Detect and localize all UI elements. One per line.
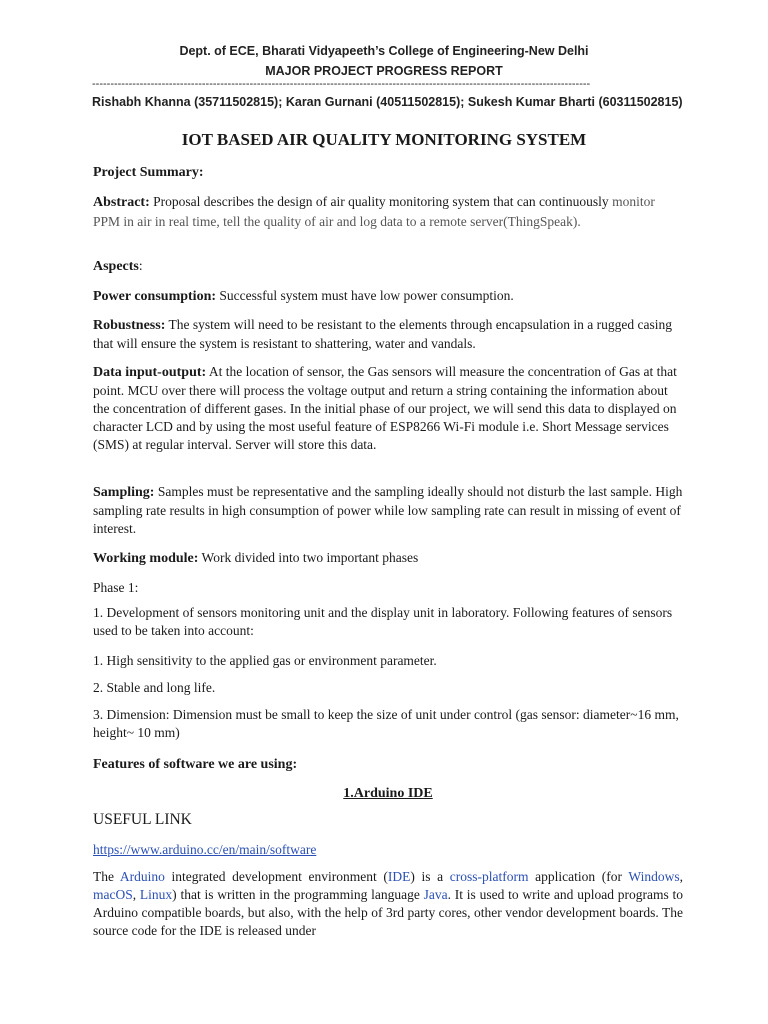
power-label: Power consumption: (93, 289, 217, 304)
cross-platform-link[interactable]: cross-platform (449, 869, 529, 884)
desc-text-6: . It is used to write and upload programs to Arduino compatible boards, but also, with the help of 3rd party cores, other vendor development boards. The source code for the IDE is released under (93, 887, 683, 938)
robustness-paragraph (93, 316, 683, 353)
report-type: MAJOR PROJECT PROGRESS REPORT (265, 64, 503, 78)
project-summary-label: Project Summary: (93, 165, 204, 180)
desc-text-5: ) that is written in the programming language (172, 887, 424, 902)
desc-comma-2: , (132, 887, 140, 902)
robustness-label: Robustness: (93, 318, 166, 333)
arduino-link-line (93, 841, 683, 859)
working-module-text: Work divided into two important phases (198, 550, 419, 565)
feature-item-2: 2. Stable and long life. (93, 680, 216, 695)
phase-1-label: Phase 1: (93, 580, 139, 595)
desc-text-2: integrated development environment ( (164, 869, 388, 884)
power-text: Successful system must have low power consumption. (216, 288, 514, 303)
power-paragraph (93, 287, 683, 306)
arduino-heading (93, 784, 683, 803)
software-heading-label: Features of software we are using: (93, 757, 298, 772)
desc-comma-1: , (679, 869, 683, 884)
linux-link[interactable]: Linux (139, 887, 173, 902)
java-link[interactable]: Java (423, 887, 448, 902)
data-io-label: Data input-output: (93, 365, 207, 380)
project-summary-heading (93, 163, 683, 182)
working-module-paragraph (93, 549, 683, 568)
development-paragraph: 1. Development of sensors monitoring unit and the display unit in laboratory. Following features of sensors used to be taken into account: (93, 605, 673, 638)
windows-link[interactable]: Windows (628, 869, 680, 884)
useful-link-heading: USEFUL LINK (93, 811, 192, 828)
arduino-link[interactable]: Arduino (119, 869, 165, 884)
authors-line: Rishabh Khanna (35711502815); Karan Gurnani (40511502815); Sukesh Kumar Bharti (60311502815) (92, 95, 683, 109)
abstract-label: Abstract: (93, 195, 150, 210)
macos-link[interactable]: macOS (93, 887, 133, 902)
software-heading (93, 755, 683, 774)
feature-item-3: 3. Dimension: Dimension must be small to keep the size of unit under control (gas sensor: diameter~16 mm, height~ 10 mm) (93, 707, 679, 740)
aspects-heading (93, 257, 683, 276)
sampling-paragraph (93, 483, 683, 538)
arduino-heading-label: 1.Arduino IDE (343, 786, 433, 801)
desc-text-1: The (93, 869, 120, 884)
feature-item-1: 1. High sensitivity to the applied gas or environment parameter. (93, 653, 437, 668)
sampling-text: Samples must be representative and the sampling ideally should not disturb the last sample. High sampling rate results in high consumption of power while low sampling rate can result in missing of event of interest. (93, 484, 683, 536)
abstract-paragraph (93, 192, 683, 231)
ide-link[interactable]: IDE (387, 869, 411, 884)
data-io-paragraph (93, 363, 683, 454)
department-header: Dept. of ECE, Bharati Vidyapeeth’s College of Engineering-New Delhi (179, 44, 589, 58)
abstract-text-1: Proposal describes the design of air quality monitoring system that can continuously (149, 194, 613, 209)
desc-text-4: application (for (528, 869, 629, 884)
aspects-label: Aspects (93, 259, 139, 274)
data-io-text: At the location of sensor, the Gas sensors will measure the concentration of Gas at that point. MCU over there will process the voltage output and return a string containing the information about the concentration of different gases. In the initial phase of our project, we will send this data to displayed on character LCD and by using the most useful feature of ESP8266 Wi-Fi module i.e. Short Message services (SMS) at regular interval. Server will store this data. (93, 364, 677, 452)
desc-text-3: ) is a (410, 869, 450, 884)
abstract-text-2: monitor PPM in air in real time, tell the quality of air and log data to a remote server(ThingSpeak). (93, 194, 655, 229)
arduino-description (93, 868, 683, 940)
working-module-label: Working module: (93, 551, 199, 566)
robustness-text: The system will need to be resistant to the elements through encapsulation in a rugged casing that will ensure the system is resistant to shattering, water and vandals. (93, 317, 672, 351)
sampling-label: Sampling: (93, 485, 155, 500)
aspects-colon: : (138, 258, 143, 273)
arduino-download-link[interactable]: https://www.arduino.cc/en/main/software (93, 842, 317, 857)
header-separator: ---------------------------------------------------------------------------------------------------------------------------------------- (92, 78, 591, 90)
document-title: IOT BASED AIR QUALITY MONITORING SYSTEM (181, 130, 587, 149)
